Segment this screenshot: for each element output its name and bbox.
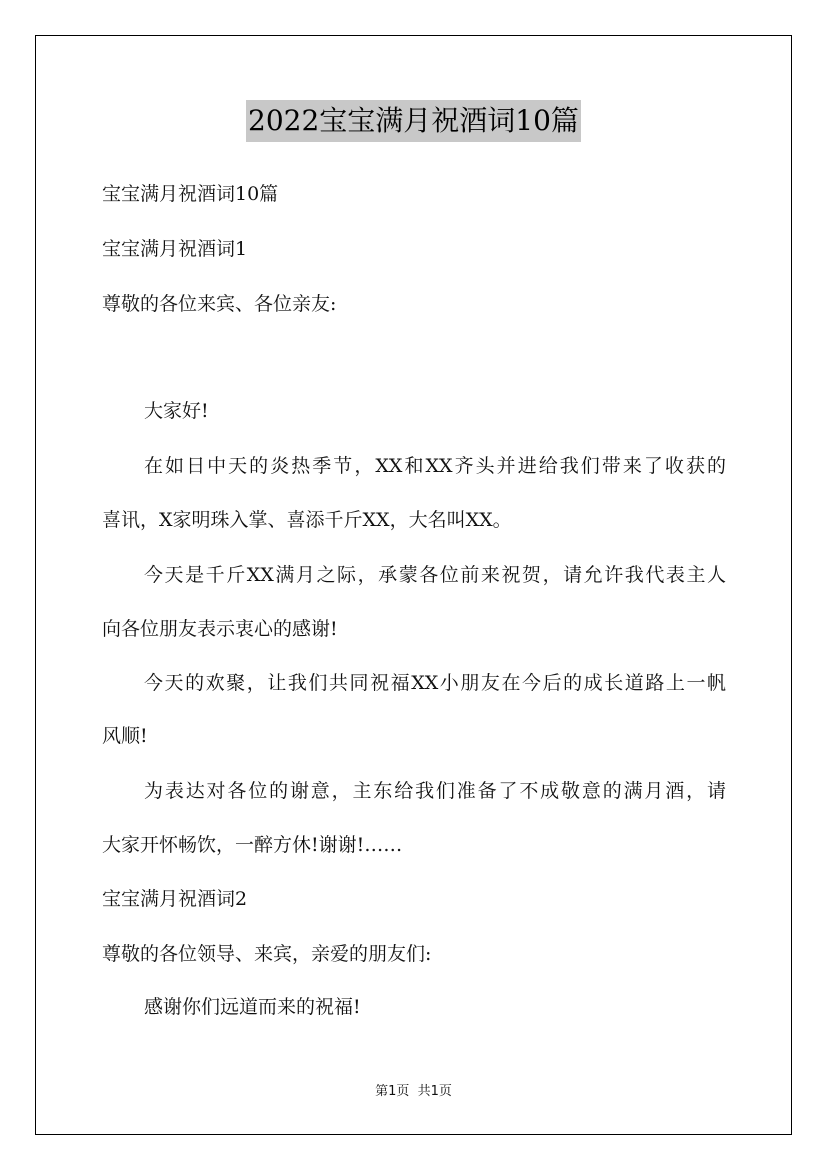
salutation-line: 尊敬的各位来宾、各位亲友: — [102, 293, 337, 315]
salutation-line-2: 尊敬的各位领导、来宾，亲爱的朋友们: — [102, 943, 432, 965]
page-total: 共1页 — [417, 1084, 452, 1099]
paragraph-2-line-2: 向各位朋友表示衷心的感谢! — [102, 618, 338, 640]
paragraph-3-line-2: 风顺! — [102, 725, 148, 747]
paragraph-4-line-1: 为表达对各位的谢意，主东给我们准备了不成敬意的满月酒，请 — [144, 780, 726, 802]
page-number: 第1页 — [375, 1084, 410, 1099]
paragraph-1-line-1: 在如日中天的炎热季节，XX和XX齐头并进给我们带来了收获的 — [144, 455, 726, 477]
document-title: 2022宝宝满月祝酒词10篇 — [246, 100, 581, 142]
title-container — [0, 100, 827, 142]
paragraph-4-line-2: 大家开怀畅饮，一醉方休!谢谢!…… — [102, 834, 403, 856]
greeting-line: 大家好! — [144, 400, 209, 422]
paragraph-5-line-1: 感谢你们远道而来的祝福! — [144, 996, 361, 1018]
paragraph-1-line-2: 喜讯，X家明珠入掌、喜添千斤XX，大名叫XX。 — [102, 509, 512, 531]
subtitle-line: 宝宝满月祝酒词10篇 — [102, 183, 279, 205]
page-footer — [0, 1083, 827, 1101]
paragraph-3-line-1: 今天的欢聚，让我们共同祝福XX小朋友在今后的成长道路上一帆 — [144, 672, 726, 694]
paragraph-2-line-1: 今天是千斤XX满月之际，承蒙各位前来祝贺，请允许我代表主人 — [144, 564, 726, 586]
section-heading-1: 宝宝满月祝酒词1 — [102, 238, 248, 260]
section-heading-2: 宝宝满月祝酒词2 — [102, 888, 248, 910]
